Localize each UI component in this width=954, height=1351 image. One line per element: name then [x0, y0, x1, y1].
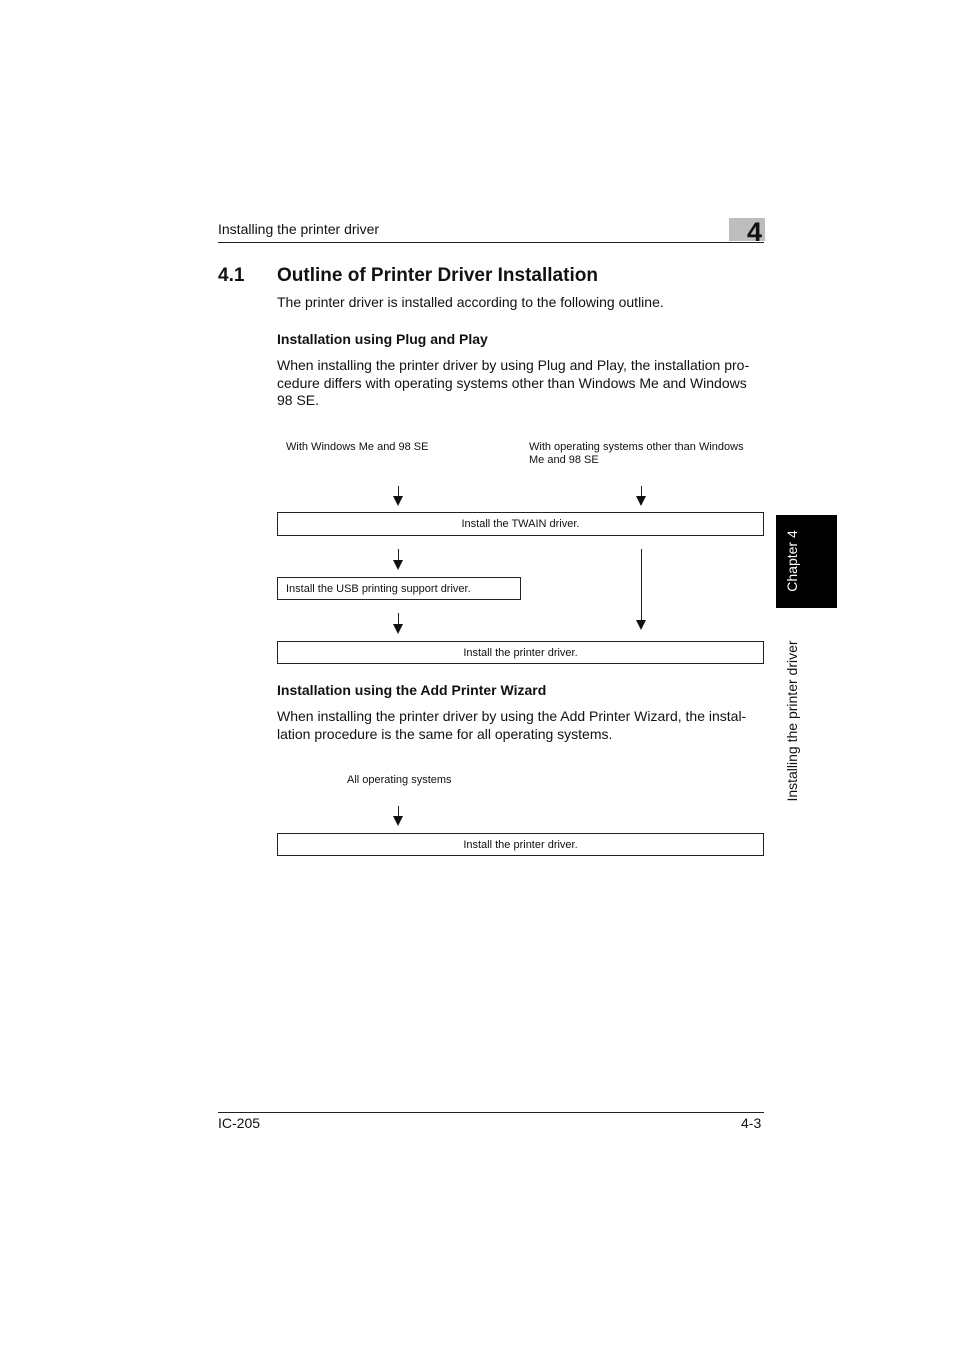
step-install-twain-driver [277, 512, 764, 536]
step-label: Install the USB printing support driver. [286, 582, 471, 595]
diagram-label-all-os: All operating systems [347, 774, 452, 786]
section-intro: The printer driver is installed according to the following outline. [277, 294, 664, 310]
footer-model: IC-205 [218, 1115, 261, 1131]
arrow-down-icon [393, 560, 403, 570]
arrow-down-icon [636, 496, 646, 506]
add-printer-wizard-heading: Installation using the Add Printer Wizard [277, 682, 547, 698]
plug-and-play-body: When installing the printer driver by using Plug and Play, the installation pro-cedure differs with operating systems other than Windows Me and Windows 98 SE. [277, 357, 750, 408]
header-divider [218, 242, 764, 243]
plug-and-play-heading: Installation using Plug and Play [277, 331, 488, 347]
add-printer-wizard-body: When installing the printer driver by using the Add Printer Wizard, the instal-lation procedure is the same for all operating systems. [277, 708, 747, 742]
side-tab-chapter-label: Chapter 4 [784, 530, 800, 592]
step-install-printer-driver [277, 641, 764, 664]
diagram-label-other-os: With operating systems other than Windows Me and 98 SE [529, 441, 744, 466]
step-install-printer-driver-wizard [277, 833, 764, 856]
arrow-down-icon [393, 496, 403, 506]
side-tab-section-label: Installing the printer driver [784, 640, 800, 802]
flow-line-bypass [641, 549, 642, 621]
arrow-down-icon [393, 624, 403, 634]
step-install-usb-support-driver [277, 577, 521, 600]
running-header: Installing the printer driver [218, 221, 380, 237]
section-number: 4.1 [218, 265, 245, 286]
arrow-down-icon [636, 620, 646, 630]
step-label: Install the TWAIN driver. [461, 518, 580, 530]
arrow-down-icon [393, 816, 403, 826]
chapter-number: 4 [747, 217, 763, 247]
section-title: Outline of Printer Driver Installation [277, 265, 598, 286]
step-label: Install the printer driver. [463, 646, 578, 659]
diagram-label-win-me: With Windows Me and 98 SE [286, 441, 429, 453]
footer-page-number: 4-3 [741, 1115, 762, 1131]
step-label: Install the printer driver. [463, 838, 578, 851]
footer-divider [218, 1112, 764, 1113]
